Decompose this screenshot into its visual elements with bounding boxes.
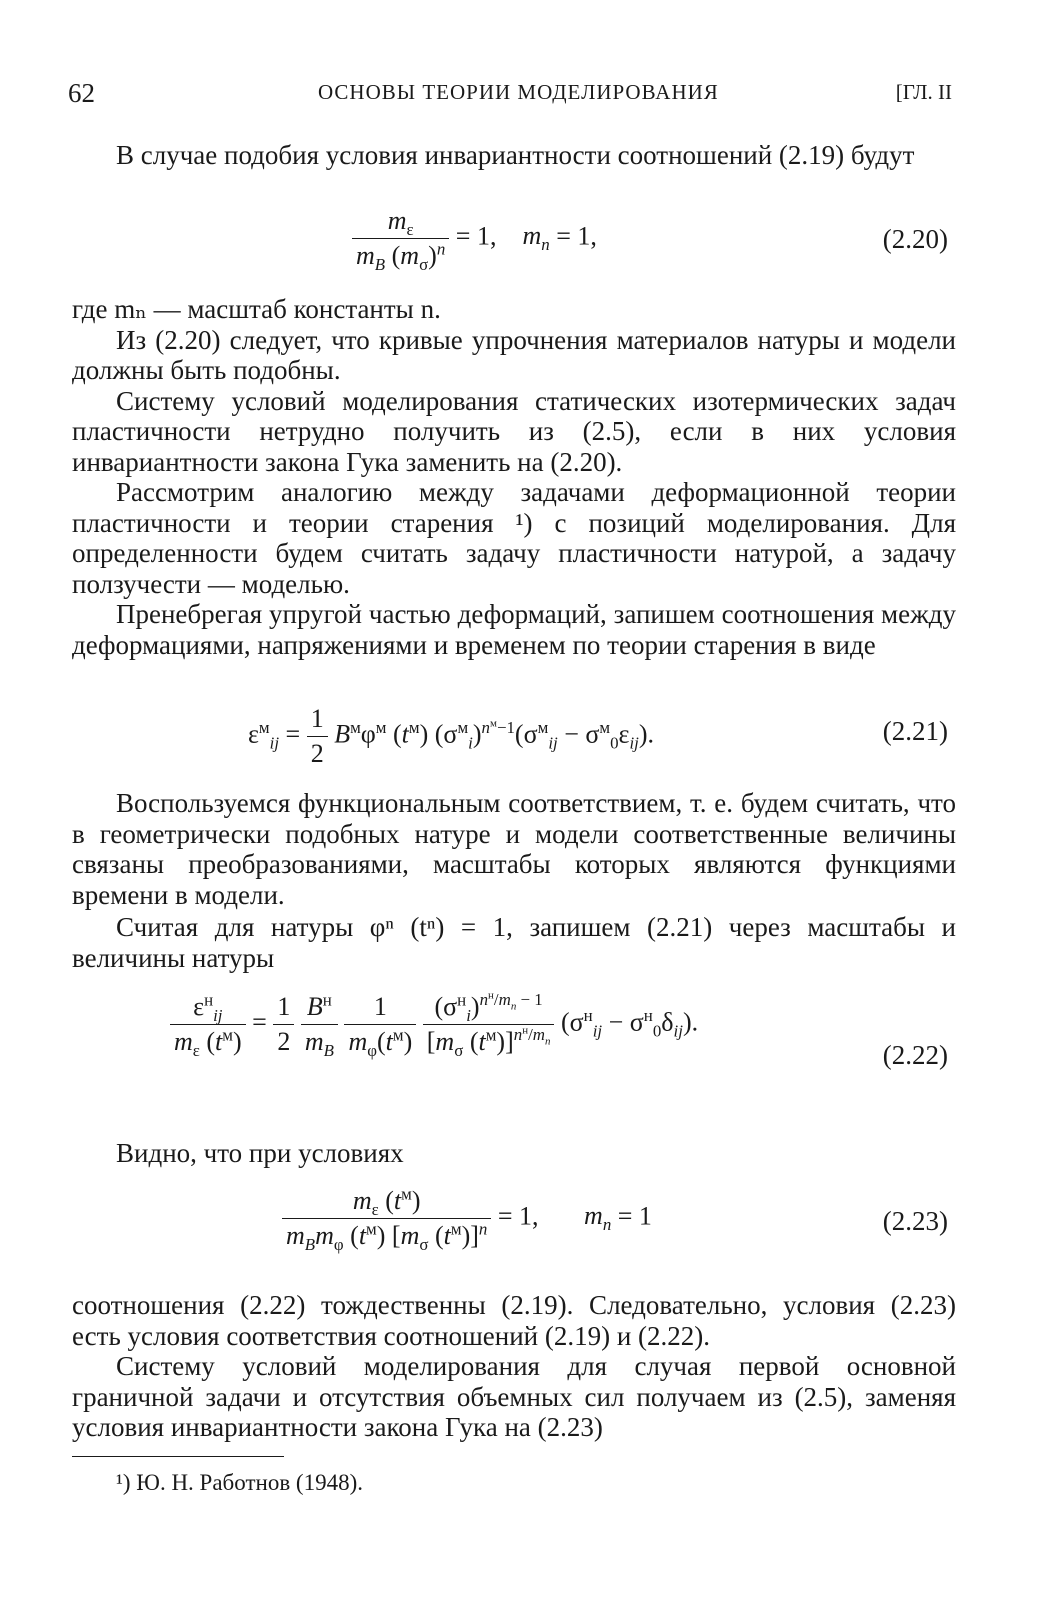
paragraph-text: Воспользуемся функциональным соответствием, т. е. будем считать, что в геометрически подобных натуре и модели соответственные величины связаны преобразованиями, масштабы которых являются функциями времени в модели.	[72, 788, 956, 910]
paragraph-text: соотношения (2.22) тождественны (2.19). Следовательно, условия (2.23) есть условия соответствия соотношений (2.19) и (2.22).	[72, 1290, 956, 1351]
paragraph-10-11	[72, 1290, 956, 1443]
paragraph-1	[72, 140, 956, 171]
equation-body: $\frac{m_\varepsilon}{m_B (m_\sigma)^n}$ = 1, $m_n = 1$,	[352, 206, 597, 271]
paragraph-7-8	[72, 788, 956, 973]
running-title: ОСНОВЫ ТЕОРИИ МОДЕЛИРОВАНИЯ	[318, 80, 719, 104]
paragraph-2-6	[72, 294, 956, 660]
equation-number: (2.20)	[882, 224, 948, 254]
equation-number: (2.21)	[882, 716, 948, 746]
paragraph-text: Систему условий моделирования для случая первой основной граничной задачи и отсутствия объемных сил получаем из (2.5), заменяя условия инвариантности закона Гука на (2.23)	[72, 1351, 956, 1442]
footnote: ¹) Ю. Н. Работнов (1948).	[116, 1470, 363, 1495]
paragraph-text: Считая для натуры φⁿ (tⁿ) = 1, запишем (2.21) через масштабы и величины натуры	[72, 912, 956, 973]
page-number: 62	[68, 78, 95, 108]
equation-2-23	[0, 1180, 1042, 1280]
equation-body: $\varepsilon^м_{ij}$ = $\frac{1}{2}$ $B^м\varphi^м$ $(t^м) (\sigma^м_i)^{n^м-1}(\sigma^м_{ij} - \sigma^м_0\varepsilon_{ij})$.	[248, 704, 655, 768]
equation-2-22	[0, 980, 1042, 1120]
equation-body: $\frac{\varepsilon^н_{ij}}{m_\varepsilon (t^м)}$ = $\frac{1}{2}$ $\frac{B^н}{m_B}$ $\frac{1}{m_\varphi(t^м)}$ $\frac{(\sigma^н_i)^{n^н/m_n - 1}}{[m_\sigma (t^м)]^{n^н/m_n}}$ $(\sigma^н_{ij} - \sigma^н_0\delta_{ij})$.	[170, 992, 698, 1057]
paragraph-text: Пренебрегая упругой частью деформаций, запишем соотношения между деформациями, напряжениями и временем по теории старения в виде	[72, 599, 956, 660]
paragraph-text: где mₙ — масштаб константы n.	[72, 294, 441, 324]
equation-body: $\frac{m_\varepsilon (t^м)}{m_Bm_\varphi (t^м) [m_\sigma (t^м)]^n}$ = 1, $m_n = 1$	[282, 1186, 652, 1251]
paragraph-text: Видно, что при условиях	[116, 1138, 404, 1168]
paragraph-text: Рассмотрим аналогию между задачами деформационной теории пластичности и теории старения ¹) с позиций моделирования. Для определенности будем считать задачу пластичности натурой, а задачу ползучести — моделью.	[72, 477, 956, 599]
equation-number: (2.23)	[882, 1206, 948, 1236]
paragraph-text: В случае подобия условия инвариантности соотношений (2.19) будут	[116, 140, 915, 170]
footnote-separator	[72, 1456, 284, 1457]
paragraph-text: Систему условий моделирования статических изотермических задач пластичности нетрудно получить из (2.5), если в них условия инвариантности закона Гука заменить на (2.20).	[72, 385, 956, 477]
equation-2-20	[0, 196, 1042, 286]
paragraph-text: Из (2.20) следует, что кривые упрочнения материалов натуры и модели должны быть подобны.	[72, 324, 956, 385]
page-header	[68, 78, 952, 112]
equation-2-21	[0, 698, 1042, 778]
paragraph-9	[72, 1138, 956, 1169]
chapter-label: [ГЛ. II	[895, 80, 952, 104]
equation-number: (2.22)	[882, 1040, 948, 1070]
